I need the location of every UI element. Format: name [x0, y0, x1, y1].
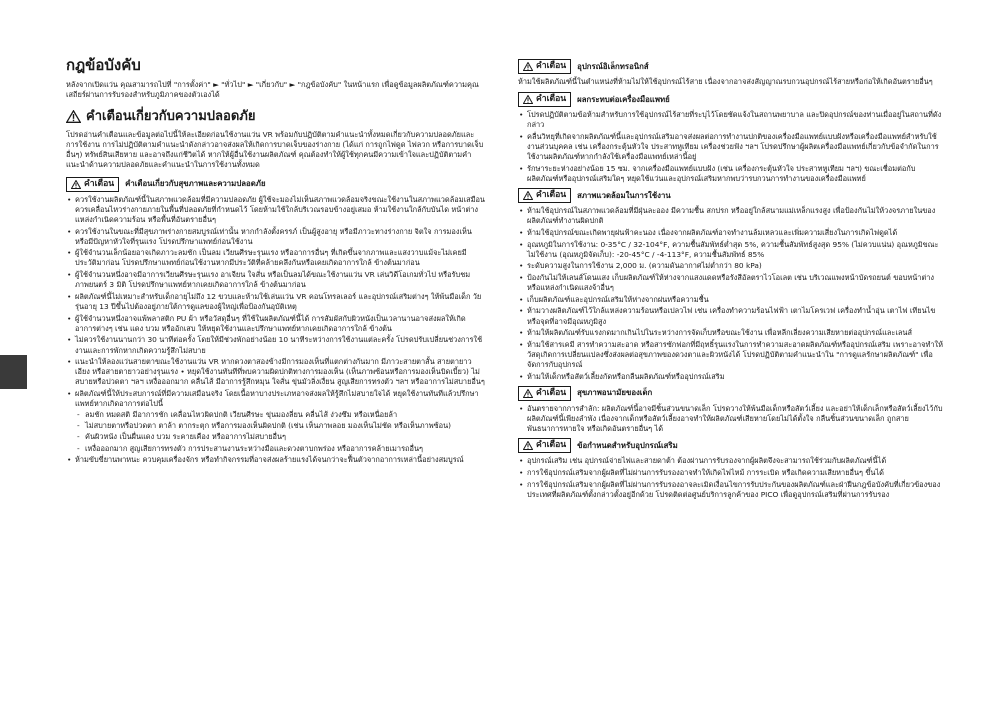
list-item: • ห้ามใช้อุปกรณ์ขณะเกิดพายุฝนฟ้าคะนอง เนื่องจากผลิตภัณฑ์อาจทำงานล้มเหลวและเพิ่มความเสี่ยงในการเกิดไฟดูดได้ [518, 228, 943, 238]
environment-warning-list [518, 206, 943, 382]
list-item: • ผู้ใช้จำนวนเล็กน้อยอาจเกิดภาวะลมชัก เป็นลม เวียนศีรษะรุนแรง หรืออาการอื่นๆ ที่เกิดขึ้นจากภาพและแสงวาบแม้จะไม่เคยมีประวัติมาก่อน โปรดปรึกษาแพทย์ก่อนใช้งานหากมีประวัติที่คล้ายคลึงกันหรือเคยเกิดอาการใกล้ ข้างต้นมาก่อน [66, 248, 486, 268]
list-item: • ไม่ควรใช้งานนานกว่า 30 นาทีต่อครั้ง โดยให้มีช่วงพักอย่างน้อย 10 นาทีระหว่างการใช้งานแต่ละครั้ง โปรดปรับเปลี่ยนช่วงการใช้งานและการพักหากเกิดความรู้สึกไม่สบาย [66, 335, 486, 355]
electronics-warning-header [518, 59, 943, 74]
page-title: กฎข้อบังคับ [66, 56, 141, 74]
children-warning-title: สุขภาพอนามัยของเด็ก [577, 388, 653, 398]
accessories-warning-list [518, 456, 943, 500]
list-item: • ห้ามให้ผลิตภัณฑ์รับแรงกดมากเกินไปในระหว่างการจัดเก็บหรือขณะใช้งาน เพื่อหลีกเลี่ยงความเสียหายต่ออุปกรณ์และเลนส์ [518, 328, 943, 338]
environment-warning-header [518, 188, 943, 203]
sub-list-item: - คันผิวหนัง เป็นผื่นแดง บวม ระคายเคือง หรืออาการไม่สบายอื่นๆ [75, 432, 486, 442]
medical-warning-header [518, 92, 943, 107]
list-item: • ควรใช้งานในขณะที่มีสุขภาพร่างกายสมบูรณ์เท่านั้น หากกำลังตั้งครรภ์ เป็นผู้สูงอายุ หรือมีภาวะทางร่างกาย จิตใจ การมองเห็น หรือมีปัญหาหัวใจที่รุนแรง โปรดปรึกษาแพทย์ก่อนใช้งาน [66, 227, 486, 247]
medical-warning-list [518, 110, 943, 184]
list-item: • อุปกรณ์เสริม เช่น อุปกรณ์จ่ายไฟและสายดาต้า ต้องผ่านการรับรองจากผู้ผลิตจึงจะสามารถใช้ร่วมกับผลิตภัณฑ์นี้ได้ [518, 456, 943, 466]
list-item: • ผู้ใช้จำนวนหนึ่งอาจมีอาการเวียนศีรษะรุนแรง อาเจียน ใจสั่น หรือเป็นลมได้ขณะใช้งานแว่น VR เล่นวิดีโอเกมทั่วไป หรือรับชมภาพยนตร์ 3 มิติ โปรดปรึกษาแพทย์หากเคยเกิดอาการใกล้ ข้างต้นมาก่อน [66, 270, 486, 290]
warning-badge-label: คำเตือน [536, 61, 567, 71]
warning-triangle-icon [523, 389, 533, 398]
list-item: • เก็บผลิตภัณฑ์และอุปกรณ์เสริมให้ห่างจากฝนหรือความชื้น [518, 295, 943, 305]
list-item: • ห้ามวางผลิตภัณฑ์ไว้ใกล้แหล่งความร้อนหรือเปลวไฟ เช่น เครื่องทำความร้อนไฟฟ้า เตาไมโครเวฟ เครื่องทำน้ำอุ่น เตาไฟ เทียนไข หรือจุดที่อาจมีอุณหภูมิสูง [518, 306, 943, 326]
sub-list-item: - ลมชัก หมดสติ มีอาการชัก เคลื่อนไหวผิดปกติ เวียนศีรษะ ขุ่นมองลี่ยน คลื่นไส้ ง่วงซึม หรือเหนื่อยล้า [75, 410, 486, 420]
warning-triangle-icon [523, 62, 533, 71]
right-column [518, 56, 943, 504]
safety-paragraph: โปรดอ่านคำเตือนและข้อมูลต่อไปนี้ให้ละเอียดก่อนใช้งานแว่น VR พร้อมกับปฏิบัติตามคำแนะนำทั้งหมดเกี่ยวกับความปลอดภัยและการใช้งาน การไม่ปฏิบัติตามคำแนะนำดังกล่าวอาจส่งผลให้เกิดการบาดเจ็บของร่างกาย (ได้แก่ การถูกไฟดูด ไฟลวก หรือการบาดเจ็บอื่นๆ) ทรัพย์สินเสียหาย และอาจถึงแก่ชีวิตได้ หากให้ผู้อื่นใช้งานผลิตภัณฑ์ คุณต้องทำให้ผู้ใช้ทุกคนมีความเข้าใจและปฏิบัติตามคำแนะนำด้านความปลอดภัยและคำแนะนำในการใช้งานทั้งหมด [66, 129, 484, 170]
sub-list-item: - ไม่สบายตาหรือปวดตา ตาล้า ตากระตุก หรือการมองเห็นผิดปกติ (เช่น เห็นภาพลอย มองเห็นไม่ชัด หรือเห็นภาพซ้อน) [75, 421, 486, 431]
list-item: • ผลิตภัณฑ์นี้ไม่เหมาะสำหรับเด็กอายุไม่ถึง 12 ขวบและห้ามใช้เล่นแว่น VR คอนโทรลเลอร์ และอุปกรณ์เสริมต่างๆ ให้พ้นมือเด็ก วัยรุ่นอายุ 13 ปีขึ้นไปต้องอยู่ภายใต้การดูแลของผู้ใหญ่เพื่อป้องกันอุบัติเหตุ [66, 292, 486, 312]
warning-badge-label: คำเตือน [536, 94, 567, 105]
list-item: • โปรดปฏิบัติตามข้อห้ามสำหรับการใช้อุปกรณ์ไร้สายที่ระบุไว้โดยชัดแจ้งในสถานพยาบาล และปิดอุปกรณ์ของท่านเมื่ออยู่ในสถานที่ดังกล่าว [518, 110, 943, 130]
accessories-warning-header [518, 438, 943, 453]
warning-triangle-icon [66, 110, 81, 123]
list-item: • ควรใช้งานผลิตภัณฑ์นี้ในสภาพแวดล้อมที่มีความปลอดภัย ผู้ใช้จะมองไม่เห็นสภาพแวดล้อมจริงขณะใช้งานในสภาพแวดล้อมเสมือน ควรเคลื่อนไหวร่างกายภายในพื้นที่ปลอดภัยที่กำหนดไว้ โดยห้ามใช้ใกล้บริเวณรอบข้างอยู่เสมอ ห้ามใช้งานใกล้กับบันได หน้าต่าง แหล่งกำเนิดความร้อน หรือพื้นที่อันตรายอื่นๆ [66, 195, 486, 225]
list-item: • ระดับความสูงในการใช้งาน 2,000 ม. (ความดันอากาศไม่ต่ำกว่า 80 kPa) [518, 261, 943, 271]
list-item: • การใช้อุปกรณ์เสริมจากผู้ผลิตที่ไม่ผ่านการรับรองอาจละเมิดเงื่อนไขการรับประกันของผลิตภัณฑ์และฝ่าฝืนกฎข้อบังคับที่เกี่ยวข้องของประเทศที่ผลิตภัณฑ์ตั้งกล่าวตั้งอยู่อีกด้วย โปรดติดต่อศูนย์บริการลูกค้าของ PICO เพื่อดูอุปกรณ์เสริมที่ผ่านการรับรอง [518, 480, 943, 500]
warning-triangle-icon [523, 95, 533, 104]
health-warning-header [66, 177, 486, 192]
warning-triangle-icon [523, 441, 533, 450]
sub-list-item: - เหงื่อออกมาก สูญเสียการทรงตัว การประสานงานระหว่างมือและดวงตาบกพร่อง หรืออาการคล้ายเมารถอื่นๆ [75, 444, 486, 454]
list-item: • การใช้อุปกรณ์เสริมจากผู้ผลิตที่ไม่ผ่านการรับรองอาจทำให้เกิดไฟไหม้ การระเบิด หรือเกิดความเสียหายอื่นๆ ขึ้นได้ [518, 468, 943, 478]
safety-heading-text: คำเตือนเกี่ยวกับความปลอดภัย [86, 108, 256, 124]
warning-badge-label: คำเตือน [536, 387, 567, 398]
warning-badge-label: คำเตือน [536, 190, 567, 201]
list-item: • รักษาระยะห่างอย่างน้อย 15 ซม. จากเครื่องมือแพทย์แบบฝัง (เช่น เครื่องกระตุ้นหัวใจ ประสาทหูเทียม ฯลฯ) ขณะเชื่อมต่อกับผลิตภัณฑ์หรืออุปกรณ์เสริมใดๆ หยุดใช้แว่นและอุปกรณ์เสริมหากพบว่ารบกวนการทำงานของเครื่องมือแพทย์ [518, 164, 943, 184]
warning-badge-label: คำเตือน [536, 440, 567, 451]
list-item-with-sublist [66, 389, 486, 454]
warning-badge [518, 438, 571, 453]
environment-warning-title: สภาพแวดล้อมในการใช้งาน [577, 190, 671, 200]
warning-badge-label: คำเตือน [84, 178, 115, 189]
electronics-warning-text: ห้ามใช้ผลิตภัณฑ์นี้ในตำแหน่งที่ห้ามไม่ให้ใช้อุปกรณ์ไร้สาย เนื่องจากอาจส่งสัญญาณรบกวนอุปกรณ์ไร้สายหรือก่อให้เกิดอันตรายอื่นๆ [518, 77, 933, 86]
warning-badge [66, 177, 119, 192]
intro-text: หลังจากเปิดแว่น คุณสามารถไปที่ "การตั้งค่า" ► "ทั่วไป" ► "เกี่ยวกับ" ► "กฎข้อบังคับ" ในหน้าแรก เพื่อดูข้อมูลผลิตภัณฑ์ความคุณเสถียร์ผ่านการรับรองสำหรับภูมิภาคของตัวเองได้ [66, 80, 479, 100]
children-warning-list [518, 404, 943, 434]
warning-badge [518, 386, 571, 401]
list-item: • ป้องกันไม่ให้เลนส์โดนแสง เก็บผลิตภัณฑ์ให้ห่างจากแสงแดดหรือรังสีอัลตราไวโอเลต เช่น บริเวณแพงหน้าบัดรถยนต์ ขอบหน้าต่าง หรือแหล่งกำเนิดแสงจ้าอื่นๆ [518, 273, 943, 293]
list-item: • แนะนำให้ลองแว่นสายตาขณะใช้งานแว่น VR หากดวงตาสองข้างมีการมองเห็นที่แตกต่างกันมาก มีภาวะสายตาสั้น สายตายาวเอียง หรือสายตายาวอย่างรุนแรง • หยุดใช้งานทันทีที่พบความผิดปกติทางการมองเห็น (เห็นภาพซ้อนหรือการมองเห็นบิดเบี้ยว) ไม่สบายหรือปวดตา ฯลฯ เหงื่อออกมาก คลื่นไส้ มีอาการรู้สึกหมุน ใจสั่น ขุ่นมัวลิ่งเงื่ยน สูญเสียการทรงตัว ฯลฯ หรืออาการไม่สบายอื่นๆ [66, 357, 486, 387]
list-item: • ผู้ใช้จำนวนหนึ่งอาจแพ้พลาสติก PU ผ้า หรือวัสดุอื่นๆ ที่ใช้ในผลิตภัณฑ์นี้ได้ การสัมผัสกับผิวหนังเป็นเวลานานอาจส่งผลให้เกิดอาการต่างๆ เช่น แดง บวม หรืออักเสบ ให้หยุดใช้งานและปรึกษาแพทย์หากเคยเกิดอาการใกล้ ข้างต้น [66, 314, 486, 334]
warning-badge [518, 188, 571, 203]
health-warning-title: คำเตือนเกี่ยวกับสุขภาพและความปลอดภัย [125, 179, 266, 189]
list-item: • ห้ามให้เด็กหรือสัตว์เลี้ยงกัดหรือกลืนผลิตภัณฑ์หรืออุปกรณ์เสริม [518, 372, 943, 382]
warning-badge [518, 92, 571, 107]
list-item: • ห้ามใช้อุปกรณ์ในสภาพแวดล้อมที่มีฝุ่นละออง มีความชื้น สกปรก หรืออยู่ใกล้สนามแม่เหล็กแรงสูง เพื่อป้องกันไม่ให้วงจรภายในของผลิตภัณฑ์ทำงานผิดปกติ [518, 206, 943, 226]
symptom-sublist [75, 410, 486, 453]
left-column [66, 56, 486, 469]
list-item: • ห้ามขับขี่ยานพาหนะ ควบคุมเครื่องจักร หรือทำกิจกรรมที่อาจส่งผลร้ายแรงได้จนกว่าจะฟื้นตัวจากอาการเหล่านี้อย่างสมบูรณ์ [66, 455, 486, 465]
electronics-warning-title: อุปกรณ์อิเล็กทรอนิกส์ [577, 61, 649, 71]
warning-badge [518, 59, 571, 74]
list-item: • คลื่นวิทยุที่เกิดจากผลิตภัณฑ์นี้และอุปกรณ์เสริมอาจส่งผลต่อการทำงานปกติของเครื่องมือแพทย์แบบฝังหรือเครื่องมือแพทย์สำหรับใช้งานส่วนบุคคล เช่น เครื่องกระตุ้นหัวใจ ประสาทหูเทียม เครื่องช่วยฟัง ฯลฯ โปรดปรึกษาผู้ผลิตเครื่องมือแพทย์เกี่ยวกับข้อจำกัดในการใช้งานผลิตภัณฑ์หากกำลังใช้เครื่องมือแพทย์เหล่านี้อยู่ [518, 132, 943, 162]
accessories-warning-title: ข้อกำหนดสำหรับอุปกรณ์เสริม [577, 440, 678, 450]
children-warning-header [518, 386, 943, 401]
safety-heading [66, 109, 486, 125]
warning-triangle-icon [523, 191, 533, 200]
list-item: • อันตรายจากการสำลัก: ผลิตภัณฑ์นี้อาจมีชิ้นส่วนขนาดเล็ก โปรดวางให้พ้นมือเด็กหรือสัตว์เลี้ยง และอย่าให้เด็กเล็กหรือสัตว์เลี้ยงไว้กับผลิตภัณฑ์นี้เพียงลำพัง เนื่องจากเด็กหรือสัตว์เลี้ยงอาจทำให้ผลิตภัณฑ์เสียหายโดยไม่ได้ตั้งใจ กลืนชิ้นส่วนขนาดเล็ก ถูกสายพันธนาการหายใจ หรือเกิดอันตรายอื่นๆ ได้ [518, 404, 943, 434]
health-warning-list [66, 195, 486, 466]
warning-triangle-icon [71, 180, 81, 189]
medical-warning-title: ผลกระทบต่อเครื่องมือแพทย์ [577, 94, 670, 104]
section-side-tab [0, 355, 27, 389]
list-item: • ห้ามใช้สารเคมี สารทำความสะอาด หรือสารซักฟอกที่มีฤทธิ์รุนแรงในการทำความสะอาดผลิตภัณฑ์หรืออุปกรณ์เสริม เพราะอาจทำให้วัสดุเกิดการเปลี่ยนแปลงซึ่งส่งผลต่อสุขภาพของดวงตาและผิวหนังได้ โปรดปฏิบัติตามคำแนะนำใน "การดูแลรักษาผลิตภัณฑ์" เพื่อจัดการกับอุปกรณ์ [518, 340, 943, 370]
list-item: • อุณหภูมิในการใช้งาน: 0-35°C / 32-104°F, ความชื้นสัมพัทธ์ต่ำสุด 5%, ความชื้นสัมพัทธ์สูงสุด 95% (ไม่ควบแน่น) อุณหภูมิขณะไม่ใช้งาน (อุณหภูมิจัดเก็บ): -20-45°C / -4-113°F, ความชื้นสัมพัทธ์ 85% [518, 240, 943, 260]
list-item-text: ผลิตภัณฑ์นี้ให้ประสบการณ์ที่มีความเสมือนจริง โดยเนื้อหาบางประเภทอาจส่งผลให้รู้สึกไม่สบายใจได้ หยุดใช้งานทันทีแล้วปรึกษาแพทย์หากเกิดอาการต่อไปนี้ [75, 389, 479, 409]
